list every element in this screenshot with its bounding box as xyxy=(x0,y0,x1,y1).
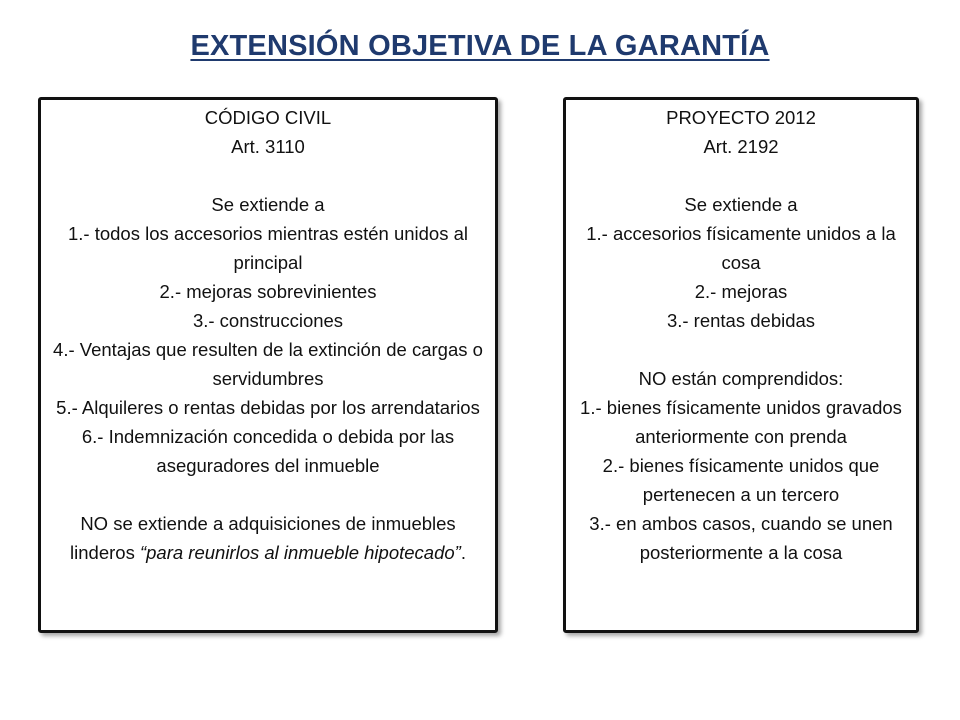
article-number: Art. 2192 xyxy=(703,136,779,157)
exclusion-item: 2.- bienes físicamente unidos que pertenecen a un tercero xyxy=(602,455,880,505)
list-item: 1.- todos los accesorios mientras estén unidos al principal xyxy=(67,223,468,273)
article-number: Art. 3110 xyxy=(231,136,305,157)
intro-text: Se extiende a xyxy=(211,194,325,215)
panel-heading: PROYECTO 2012 xyxy=(666,107,816,128)
list-item: 3.- construcciones xyxy=(192,310,344,331)
list-item: 1.- accesorios físicamente unidos a la cosa xyxy=(586,223,896,273)
exclusion-quote: “para reunirlos al inmueble hipotecado” xyxy=(139,542,461,563)
exclusion-item: 1.- bienes físicamente unidos gravados anteriormente con prenda xyxy=(580,397,902,447)
exclusion-note xyxy=(49,509,487,567)
spacer xyxy=(49,480,487,509)
list-item: 6.- Indemnización concedida o debida por las aseguradores del inmueble xyxy=(81,426,455,476)
list-item: 2.- mejoras xyxy=(694,281,788,302)
list-item: 3.- rentas debidas xyxy=(666,310,816,331)
exclusion-text: NO se extiende a adquisiciones de inmuebles linderos xyxy=(70,513,456,563)
spacer xyxy=(574,161,908,190)
spacer xyxy=(49,161,487,190)
list-item: 2.- mejoras sobrevinientes xyxy=(159,281,377,302)
panel-heading: CÓDIGO CIVIL xyxy=(204,107,332,128)
page-title: EXTENSIÓN OBJETIVA DE LA GARANTÍA xyxy=(190,30,770,62)
proyecto-2012-panel xyxy=(563,97,919,633)
exclusion-end: . xyxy=(460,542,466,563)
codigo-civil-panel xyxy=(38,97,498,633)
list-item: 5.- Alquileres o rentas debidas por los arrendatarios xyxy=(56,397,480,418)
spacer xyxy=(574,335,908,364)
exclusion-item: 3.- en ambos casos, cuando se unen posteriormente a la cosa xyxy=(589,513,893,563)
list-item: 4.- Ventajas que resulten de la extinción de cargas o servidumbres xyxy=(53,339,483,389)
exclusion-heading: NO están comprendidos: xyxy=(638,368,844,389)
intro-text: Se extiende a xyxy=(684,194,798,215)
